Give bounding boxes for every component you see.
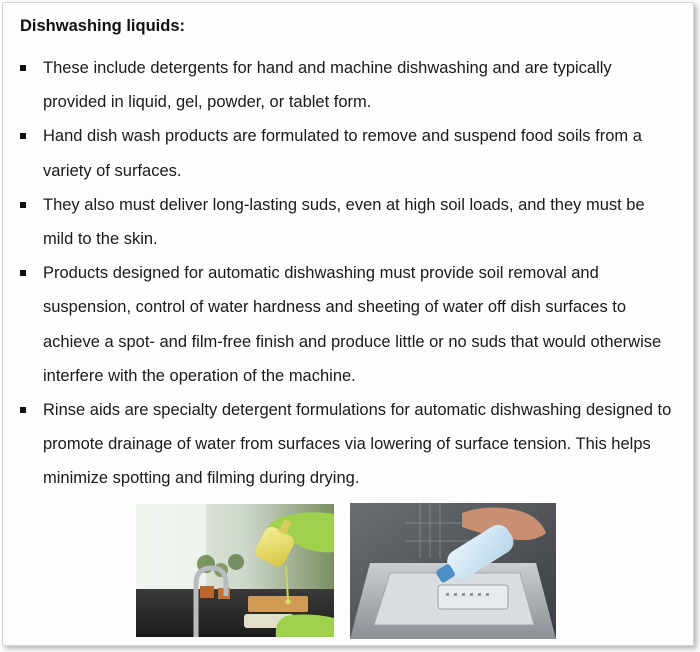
bullet-item: Products designed for automatic dishwashing must provide soil removal and suspension, control of water hardness and sheeting of water off dish surfaces to achieve a spot- and film-free finish and produce little or no suds that would otherwise interfere with the operation of the machine. [3,256,693,393]
dishwasher-detergent-photo [350,503,556,639]
content-card [2,2,694,646]
bullet-item: They also must deliver long-lasting suds, even at high soil loads, and they must be mild to the skin. [3,188,693,256]
bullet-item: Rinse aids are specialty detergent formulations for automatic dishwashing designed to promote drainage of water from surfaces via lowering of surface tension. This helps minimize spotting and filming during drying. [3,393,693,496]
bullet-list [3,51,693,496]
page-title: Dishwashing liquids: [20,17,186,35]
bullet-item: Hand dish wash products are formulated to remove and suspend food soils from a variety of surfaces. [3,119,693,187]
bullet-item: These include detergents for hand and machine dishwashing and are typically provided in liquid, gel, powder, or tablet form. [3,51,693,119]
hand-dishwashing-photo [136,504,334,637]
